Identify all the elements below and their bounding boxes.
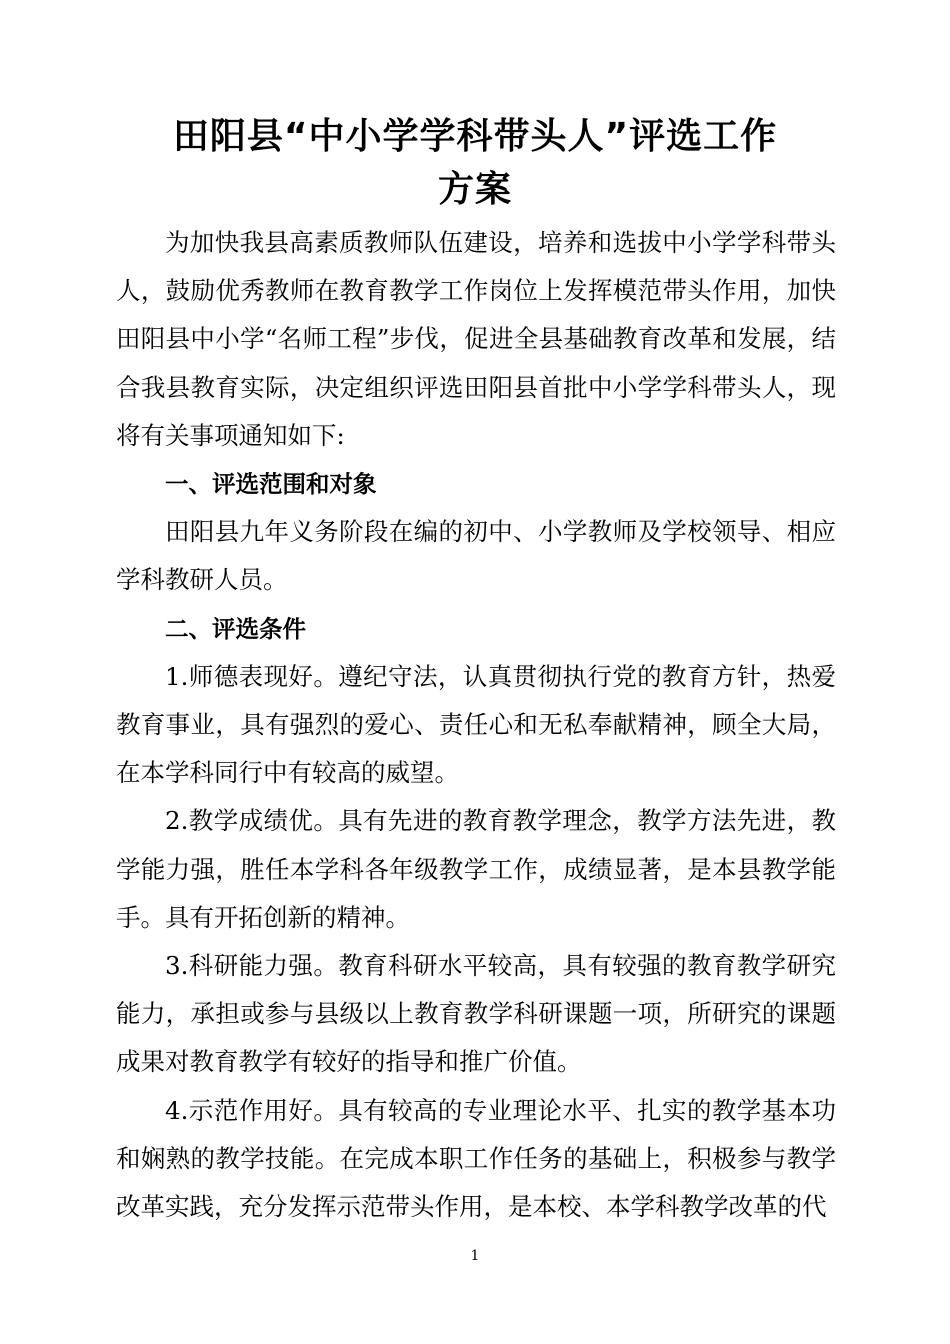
condition-item-4: 4.示范作用好。具有较高的专业理论水平、扎实的教学基本功和娴熟的教学技能。在完成本职工作任务的基础上，积极参与教学改革实践，充分发挥示范带头作用，是本校、本学科教学改革的代 [116,1095,836,1222]
condition-item-2: 2.教学成绩优。具有先进的教育教学理念，教学方法先进，教学能力强，胜任本学科各年级教学工作，成绩显著，是本县教学能手。具有开拓创新的精神。 [116,806,836,932]
section-heading-scope: 一、评选范围和对象 [165,470,377,499]
condition-item-3: 3.科研能力强。教育科研水平较高，具有较强的教育教学研究能力，承担或参与县级以上教育教学科研课题一项，所研究的课题成果对教育教学有较好的指导和推广价值。 [116,951,836,1077]
condition-item-1: 1.师德表现好。遵纪守法，认真贯彻执行党的教育方针，热爱教育事业，具有强烈的爱心、责任心和无私奉献精神，顾全大局，在本学科同行中有较高的威望。 [116,661,836,788]
intro-paragraph: 为加快我县高素质教师队伍建设，培养和选拔中小学学科带头人，鼓励优秀教师在教育教学工作岗位上发挥模范带头作用，加快田阳县中小学“名师工程”步伐，促进全县基础教育改革和发展，结合我县教育实际，决定组织评选田阳县首批中小学学科带头人，现将有关事项通知如下: [116,228,836,450]
document-title-line-2: 方案 [437,169,512,210]
document-body [116,219,836,1231]
page-number: 1 [470,1248,480,1264]
section-heading-conditions: 二、评选条件 [165,614,306,643]
document-title-line-1: 田阳县“中小学学科带头人”评选工作 [172,116,778,157]
scope-paragraph: 田阳县九年义务阶段在编的初中、小学教师及学校领导、相应学科教研人员。 [116,517,836,595]
